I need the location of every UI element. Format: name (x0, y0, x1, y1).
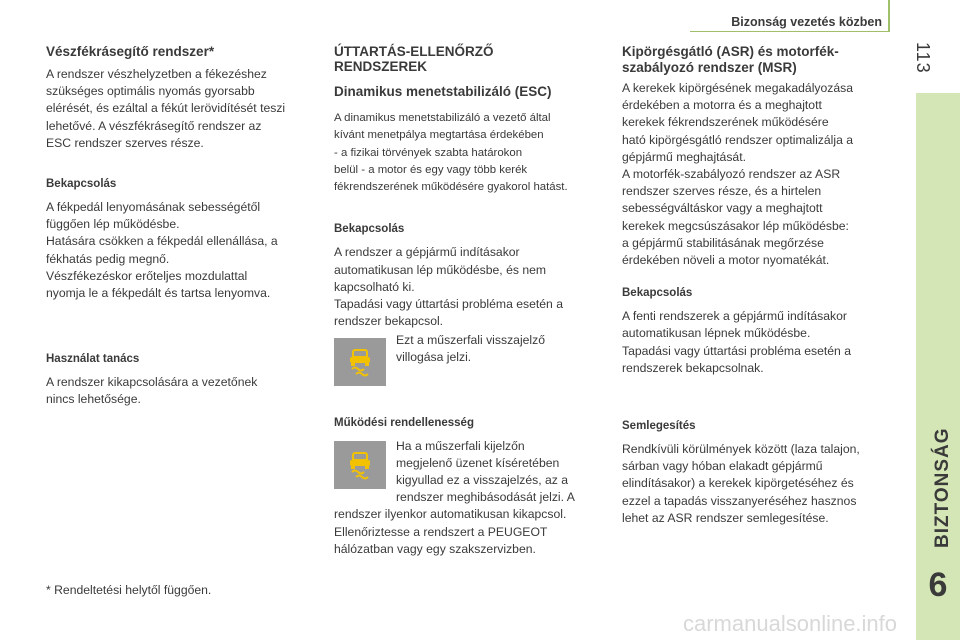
column-brake-assist (46, 44, 316, 409)
chapter-side-band (916, 93, 960, 640)
chapter-label: BIZTONSÁG (932, 427, 953, 548)
section-subtitle: Dinamikus menetstabilizáló (ESC) (334, 84, 552, 99)
paragraph: Ha a műszerfali kijelzőn megjelenő üzenet kíséretében kigyullad ez a visszajelzés, az a rendszer meghibásodását jelzi. A (396, 438, 575, 505)
subsection-title: Bekapcsolás (46, 178, 117, 191)
indicator-note (334, 438, 604, 507)
esc-skid-warning-icon (334, 338, 386, 386)
section-title: Kipörgésgátló (ASR) és motorfék- szabályozó rendszer (MSR) (622, 44, 839, 75)
header-rule (690, 31, 890, 32)
page-number: 113 (913, 42, 933, 74)
column-esc (334, 44, 604, 558)
paragraph: A fékpedál lenyomásának sebességétől függően lép működésbe. Hatására csökken a fékpedál ellenállása, a fékhatás pedig megnő. Vészfékezéskor erőteljes mozdulattal nyomja le a fékpedált és tartsa lenyomva. (46, 200, 278, 301)
watermark: carmanualsonline.info (683, 611, 898, 636)
paragraph: Ezt a műszerfali visszajelző villogása jelzi. (396, 332, 546, 364)
subsection-title: Semlegesítés (622, 420, 696, 433)
paragraph: A kerekek kipörgésének megakadályozása érdekében a motorra és a meghajtott kerekek fékrendszerének működésére ható kipörgésgátló rendszer optimalizálja a gépjármű meghajtását. A motorfék-szabályozó rendszer az ASR rendszer szerves része, és a hirtelen sebességváltáskor vagy a meghajtott kerekek megcsúszásakor lép működésbe: a gépjármű stabilitásának megőrzése érdekében növeli a motor nyomatékát. (622, 81, 854, 268)
esc-skid-warning-icon (334, 441, 386, 489)
paragraph: A rendszer a gépjármű indításakor automatikusan lép működésbe, és nem kapcsolható ki. Tapadási vagy úttartási probléma esetén a rendszer bekapcsol. (334, 245, 563, 329)
paragraph: Rendkívüli körülmények között (laza talajon, sárban vagy hóban elakadt gépjármű elindításakor) a kerekek kipörgetéséhez és ezzel a tapadás visszanyeréséhez hasznos lehet az ASR rendszer semlegesítése. (622, 442, 860, 525)
paragraph: A fenti rendszerek a gépjármű indításakor automatikusan lépnek működésbe. Tapadási vagy úttartási probléma esetén a rendszerek bekapcsolnak. (622, 309, 851, 375)
footnote (46, 582, 316, 599)
footnote-text: * Rendeltetési helytől függően. (46, 583, 212, 597)
subsection-title: Működési rendellenesség (334, 416, 474, 429)
chapter-number: 6 (928, 566, 948, 604)
section-title: ÚTTARTÁS-ELLENŐRZŐ RENDSZEREK (334, 44, 494, 74)
paragraph: A rendszer kikapcsolására a vezetőnek nincs lehetősége. (46, 375, 258, 407)
paragraph: rendszer ilyenkor automatikusan kikapcsol. Ellenőriztesse a rendszert a PEUGEOT hálózatban vagy egy szakszervizben. (334, 507, 567, 556)
section-title: Vészfékrásegítő rendszer* (46, 44, 215, 59)
subsection-title: Bekapcsolás (334, 223, 405, 236)
header-accent-line (888, 0, 890, 31)
paragraph: A dinamikus menetstabilizáló a vezető által kívánt menetpálya megtartása érdekében - a fizikai törvények szabta határokon belül - a motor és egy vagy több kerék fékrendszerének működésére gyakorol hatást. (334, 112, 568, 194)
paragraph: A rendszer vészhelyzetben a fékezéshez szükséges optimális nyomás gyorsabb elérését, és ezáltal a fékút lerövidítését teszi lehetővé. A vészfékrásegítő rendszer az ESC rendszer szerves része. (46, 67, 286, 150)
indicator-note (334, 332, 604, 386)
subsection-title: Bekapcsolás (622, 287, 693, 300)
column-asr-msr (622, 44, 892, 527)
running-header: Bizonság vezetés közben (731, 15, 882, 29)
subsection-title: Használat tanács (46, 353, 140, 366)
